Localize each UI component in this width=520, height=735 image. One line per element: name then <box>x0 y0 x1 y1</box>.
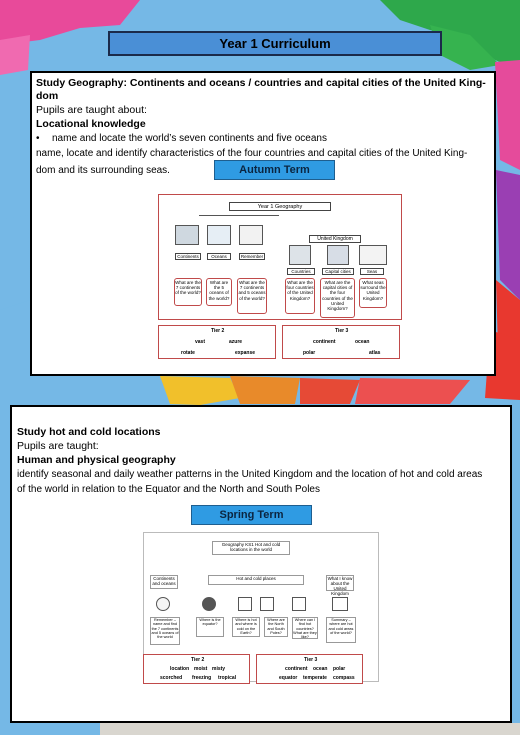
question-oceans: What are the 5 oceans of the world? <box>206 278 232 306</box>
autumn-intro: Pupils are taught about: <box>36 104 147 116</box>
spring-node-right: What I know about the United Kingdom <box>327 576 353 596</box>
spring-node-middle: Hot and cold places <box>208 575 304 585</box>
spring-question: Where can I find hot countries? What are they like? <box>293 618 317 640</box>
spring-para-line1: identify seasonal and daily weather patterns in the United Kingdom and the location of hot and cold areas <box>17 469 483 480</box>
autumn-para-line2: dom and its surrounding seas. <box>36 165 170 176</box>
spring-intro: Pupils are taught: <box>17 440 99 452</box>
map-pin-icon <box>292 597 306 611</box>
world-map-icon <box>175 225 199 245</box>
label-seas: Seas <box>360 268 384 275</box>
spring-question: Where is hot and where is cold on the Earth? <box>232 617 260 637</box>
question-countries: What are the four countries of the United Kingdom? <box>285 278 315 314</box>
diagram-root: Year 1 Geography <box>229 202 331 211</box>
page-title: Year 1 Curriculum <box>108 31 442 56</box>
tier3-word: continent <box>313 339 336 345</box>
spring-tier3-box <box>256 654 363 684</box>
spring-node-left: Continents and oceans <box>150 575 178 589</box>
tier2-word: misty <box>212 666 226 672</box>
spring-question: Remember – name and find the 7 continents and 5 oceans of the world <box>150 617 180 645</box>
snow-cloud-icon <box>260 597 274 611</box>
refresh-icon <box>239 225 263 245</box>
tier3-word: ocean <box>313 666 328 672</box>
spring-para-line2: of the world in relation to the Equator and the North and South Poles <box>17 484 320 495</box>
question-seas: What seas surround the United Kingdom? <box>359 278 387 308</box>
tier2-word: rotate <box>181 350 195 356</box>
tier3-word: compass <box>333 675 355 681</box>
spring-question: Summary – where are hot and cold areas of the world? <box>326 617 356 643</box>
tier3-word: equator <box>279 675 298 681</box>
diagram-uk-node: United Kingdom <box>309 235 361 243</box>
tier2-title: Tier 2 <box>191 657 205 663</box>
spring-panel <box>10 405 512 723</box>
tier2-word: scorched <box>160 675 183 681</box>
autumn-knowledge-organiser <box>158 194 402 320</box>
spring-question: Where is the equator? <box>196 617 224 637</box>
globe-icon <box>202 597 216 611</box>
tier2-word: moist <box>194 666 208 672</box>
tier2-word: azure <box>229 339 243 345</box>
autumn-heading-line1: Study Geography: Continents and oceans / countries and capital cities of the United King- <box>36 77 486 89</box>
connector-line <box>199 215 279 216</box>
uk-map-icon <box>289 245 311 265</box>
sea-waves-icon <box>359 245 387 265</box>
tier2-word: vast <box>195 339 206 345</box>
question-continents: What are the 7 continents of the world? <box>174 278 202 306</box>
label-continents: Continents <box>175 253 201 260</box>
tier3-word: temperate <box>303 675 327 681</box>
uk-capitals-map-icon <box>327 245 349 265</box>
spring-diagram-root: Geography KS1 Hot and cold locations in the world <box>212 541 290 555</box>
tier3-word: polar <box>333 666 346 672</box>
autumn-term-label: Autumn Term <box>214 160 335 180</box>
tier2-title: Tier 2 <box>211 328 225 334</box>
autumn-tier3-box <box>282 325 400 359</box>
sun-icon <box>238 597 252 611</box>
tier2-word: freezing <box>192 675 212 681</box>
label-oceans: Oceans <box>207 253 231 260</box>
spring-subheading: Human and physical geography <box>17 454 176 466</box>
tier2-word: expanse <box>235 350 256 356</box>
bullet-point-icon: • <box>36 133 40 144</box>
autumn-heading-line2: dom <box>36 90 59 102</box>
lifebuoy-icon <box>156 597 170 611</box>
autumn-bullet: name and locate the world’s seven continents and five oceans <box>52 133 327 144</box>
autumn-subheading: Locational knowledge <box>36 118 146 130</box>
tier3-word: continent <box>285 666 308 672</box>
tier3-word: polar <box>303 350 316 356</box>
question-capitals: What are the capital cities of the four countries of the United Kingdom? <box>320 278 355 318</box>
spring-question: Where are the North and South Poles? <box>264 617 288 637</box>
puzzle-icon <box>332 597 348 611</box>
tier3-word: ocean <box>355 339 370 345</box>
label-remember: Remember <box>240 254 264 259</box>
tier2-word: tropical <box>218 675 237 681</box>
question-remember: What are the 7 continents and 5 oceans of the world? <box>237 278 267 314</box>
tier3-word: atlas <box>369 350 381 356</box>
spring-tier2-box <box>143 654 250 684</box>
autumn-para-line1: name, locate and identify characteristics of the four countries and capital cities of the United King- <box>36 148 468 159</box>
autumn-panel <box>30 71 496 376</box>
label-countries: Countries <box>287 268 315 275</box>
tier2-word: location <box>170 666 190 672</box>
tier3-title: Tier 3 <box>304 657 318 663</box>
spring-term-label: Spring Term <box>191 505 312 525</box>
spring-heading: Study hot and cold locations <box>17 426 161 438</box>
tier3-title: Tier 3 <box>335 328 349 334</box>
autumn-tier2-box <box>158 325 276 359</box>
waves-icon <box>207 225 231 245</box>
label-capital-cities: Capital cities <box>322 268 354 275</box>
